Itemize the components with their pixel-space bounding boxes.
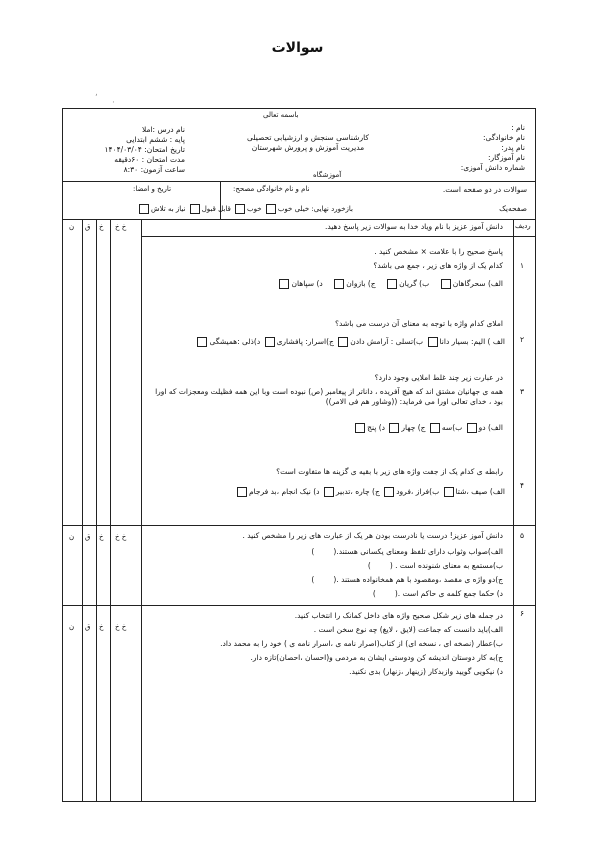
bismillah: باسمه تعالی bbox=[263, 111, 299, 119]
q1-option-c: ج) بازوان bbox=[346, 279, 376, 288]
q6-item-b: ب)عطار (نصخه ای ، نسخه ای) از کتاب(اصرار نامه ی ،اسرار نامه ی ) خود را به محمد داد. bbox=[220, 639, 503, 648]
scan-mark: · bbox=[112, 98, 115, 108]
q6-items bbox=[153, 625, 503, 677]
q5-item-a: الف)صواب وثواب دارای تلفظ ومعنای یکسانی هستند.( bbox=[333, 547, 503, 556]
q1-options bbox=[163, 279, 503, 289]
grade-cell-kh-q5: خ bbox=[99, 533, 104, 541]
feedback-very-good: خیلی خوب bbox=[277, 205, 310, 213]
q2-options bbox=[149, 337, 505, 347]
q2-option-d: د)ذلی :همیشگی bbox=[209, 337, 261, 346]
grade-cell-q-q6: ق bbox=[85, 623, 91, 631]
exam-duration: مدت امتحان : ۶۰دقیقه bbox=[114, 155, 185, 164]
q3-option-d-checkbox[interactable] bbox=[355, 423, 365, 433]
pages-note: سوالات در دو صفحه است. bbox=[442, 185, 527, 194]
q4-option-c: ج) چاره ،تدبیر bbox=[335, 487, 380, 496]
feedback-very-good-checkbox[interactable] bbox=[266, 204, 276, 214]
q2-option-b: ب)تسلی : آرامش دادن bbox=[350, 337, 424, 346]
q2-option-a: الف ) الیم: بسیار دانا bbox=[439, 337, 505, 346]
grade-cell-q: ق bbox=[85, 223, 91, 231]
q4-option-b: ب)فراز ،فرود bbox=[396, 487, 440, 496]
q2-option-a-checkbox[interactable] bbox=[428, 337, 438, 347]
q3-number: ۳ bbox=[520, 387, 525, 396]
q4-option-c-checkbox[interactable] bbox=[324, 487, 334, 497]
q5-items: الف)صواب وثواب دارای تلفظ ومعنای یکسانی هستند.( ) ب)مستمع به معنای شنونده است . ( ) ج)دو واژه ی مقصد ،ومقصود با هم همخانواده هستند .( ) د) حکما جمع کلمه ی حاکم است .( ) bbox=[311, 547, 503, 598]
divider bbox=[63, 525, 535, 526]
q1-option-c-checkbox[interactable] bbox=[334, 279, 344, 289]
q6-item-c: ج)به کار دوستان اندیشه کن ودوستی ایشان به مردمی و(احسان ،احصان)تازه دار. bbox=[250, 653, 503, 662]
org-line-1: کارشناسی سنجش و ارزشیابی تحصیلی bbox=[247, 133, 369, 142]
q3-option-d: د) پنج bbox=[367, 423, 385, 432]
q4-option-a-checkbox[interactable] bbox=[444, 487, 454, 497]
field-family: نام خانوادگی: bbox=[482, 133, 525, 142]
radif-column-line bbox=[513, 219, 514, 801]
grade-level: پایه : ششم ابتدایی bbox=[126, 135, 185, 144]
grade-cell-kk-q6: خ خ bbox=[115, 623, 127, 631]
q5-item-b: ب)مستمع به معنای شنونده است . ( bbox=[389, 561, 503, 570]
corrector-label: نام و نام خانوادگی مصحح: bbox=[233, 185, 310, 193]
grade-cell-q-q5: ق bbox=[85, 533, 91, 541]
q4-number: ۴ bbox=[520, 481, 525, 490]
feedback-needs-effort: نیاز به تلاش bbox=[151, 205, 186, 213]
q1-option-a: الف) سحرگاهان bbox=[452, 279, 503, 288]
q3-options bbox=[263, 423, 503, 433]
school-label: آموزشگاه bbox=[313, 171, 342, 179]
q1-instruction: پاسخ صحیح را با علامت × مشخص کنید . bbox=[374, 247, 503, 256]
radif-label: ردیف bbox=[515, 222, 531, 230]
q1-option-b-checkbox[interactable] bbox=[387, 279, 397, 289]
field-father: نام پدر: bbox=[501, 143, 525, 152]
field-teacher: نام آموزگار: bbox=[487, 153, 525, 162]
q4-options bbox=[149, 487, 505, 497]
date-sign-label: تاریخ و امضا: bbox=[133, 185, 172, 193]
page-title: سوالات bbox=[271, 40, 324, 56]
q3-option-c-checkbox[interactable] bbox=[389, 423, 399, 433]
course-name: نام درس :املا bbox=[141, 125, 185, 134]
q2-option-b-checkbox[interactable] bbox=[338, 337, 348, 347]
scan-mark: , bbox=[95, 88, 98, 98]
q4-option-a: الف) صیف ،شتا bbox=[455, 487, 505, 496]
exam-info bbox=[75, 125, 185, 175]
q4-text: رابطه ی کدام یک از جفت واژه های زیر با بقیه ی گزینه ها متفاوت است؟ bbox=[276, 467, 503, 476]
q4-option-d: د) نیک انجام ،بد فرجام bbox=[248, 487, 320, 496]
q6-item-d: د) نیکویی گویید وازبدکار (زینهار ،زنهار) بدی نکنید. bbox=[349, 667, 503, 676]
q4-option-d-checkbox[interactable] bbox=[237, 487, 247, 497]
feedback-acceptable-checkbox[interactable] bbox=[190, 204, 200, 214]
exam-date: تاریخ امتحان: ۱۴۰۴/۰۳/۰۴ bbox=[104, 145, 185, 154]
feedback-row bbox=[83, 204, 353, 214]
grade-cell-kh-q6: خ bbox=[99, 623, 104, 631]
feedback-good: خوب bbox=[247, 205, 262, 213]
grade-cell-n-q5: ن bbox=[69, 533, 75, 541]
q5-text: دانش آموز عزیز! درست یا نادرست بودن هر یک از عبارت های زیر را مشخص کنید . bbox=[242, 531, 503, 540]
student-fields bbox=[405, 123, 525, 173]
q1-text: کدام یک از واژه های زیر ، جمع می باشد؟ bbox=[373, 261, 503, 270]
q3-option-b-checkbox[interactable] bbox=[430, 423, 440, 433]
q5-item-c: ج)دو واژه ی مقصد ،ومقصود با هم همخانواده هستند .( bbox=[333, 575, 503, 584]
feedback-needs-effort-checkbox[interactable] bbox=[139, 204, 149, 214]
q2-option-c-checkbox[interactable] bbox=[265, 337, 275, 347]
q1-option-d: د) سپاهان bbox=[291, 279, 323, 288]
exam-sheet bbox=[62, 108, 536, 802]
feedback-label: بازخورد نهایی: bbox=[311, 205, 353, 213]
q5-number: ۵ bbox=[520, 531, 525, 540]
q4-option-b-checkbox[interactable] bbox=[384, 487, 394, 497]
q3-option-a-checkbox[interactable] bbox=[467, 423, 477, 433]
grade-cell-kh: خ bbox=[99, 223, 104, 231]
divider bbox=[63, 181, 535, 182]
q3-option-c: ج) چهار bbox=[401, 423, 426, 432]
q2-text: املای کدام واژه با توجه به معنای آن درست می باشد؟ bbox=[335, 319, 503, 328]
feedback-acceptable: قابل قبول bbox=[201, 205, 231, 213]
q3-option-b: ب)سه bbox=[441, 423, 463, 432]
q1-number: ۱ bbox=[520, 261, 525, 270]
q2-option-c: ج)اسرار: پافشاری bbox=[276, 337, 334, 346]
page-label: صفحه‌یک bbox=[499, 204, 527, 213]
q3-passage: همه ی جهانیان مشتق اند که هیچ آفریده ، داناتر از پیغامبر (ص) نبوده است وبا این همه فظیلت ومعجزات که اورا بود ، خدای تعالی اورا می فرماید: ((وشاور هم فی الامر)) bbox=[155, 387, 503, 406]
q2-option-d-checkbox[interactable] bbox=[197, 337, 207, 347]
field-student-id: شماره دانش آموزی: bbox=[460, 163, 525, 172]
q6-item-a: الف)باید دانست که جماعت (لایق ، لایغ) چه نوع سخن است . bbox=[313, 625, 503, 634]
org-block bbox=[223, 133, 393, 153]
divider bbox=[63, 219, 535, 220]
grade-cell-kk: خ خ bbox=[115, 223, 127, 231]
q5-item-d: د) حکما جمع کلمه ی حاکم است .( bbox=[394, 589, 503, 598]
org-line-2: مدیریت آموزش و پرورش شهرستان bbox=[251, 143, 365, 152]
table-intro: دانش آموز عزیز با نام ویاد خدا به سوالات زیر پاسخ دهید. bbox=[324, 222, 503, 231]
q6-text: در جمله های زیر شکل صحیح واژه های داخل کمانک را انتخاب کنید. bbox=[294, 611, 503, 620]
q1-option-d-checkbox[interactable] bbox=[279, 279, 289, 289]
grade-column-line bbox=[141, 219, 142, 801]
q3-text: در عبارت زیر چند غلط املایی وجود دارد؟ bbox=[374, 373, 503, 382]
exam-time: ساعت آزمون: ۸:۳۰ bbox=[123, 165, 185, 174]
q1-option-b: ب) گریان bbox=[399, 279, 430, 288]
q6-number: ۶ bbox=[520, 609, 525, 618]
feedback-good-checkbox[interactable] bbox=[235, 204, 245, 214]
grade-cell-n-q6: ن bbox=[69, 623, 75, 631]
grade-cell-n: ن bbox=[69, 223, 75, 231]
field-name: نام : bbox=[511, 123, 525, 132]
q2-number: ۲ bbox=[520, 335, 525, 344]
q1-option-a-checkbox[interactable] bbox=[441, 279, 451, 289]
divider bbox=[63, 605, 535, 606]
grade-cell-kk-q5: خ خ bbox=[115, 533, 127, 541]
q3-option-a: الف) دو bbox=[478, 423, 503, 432]
